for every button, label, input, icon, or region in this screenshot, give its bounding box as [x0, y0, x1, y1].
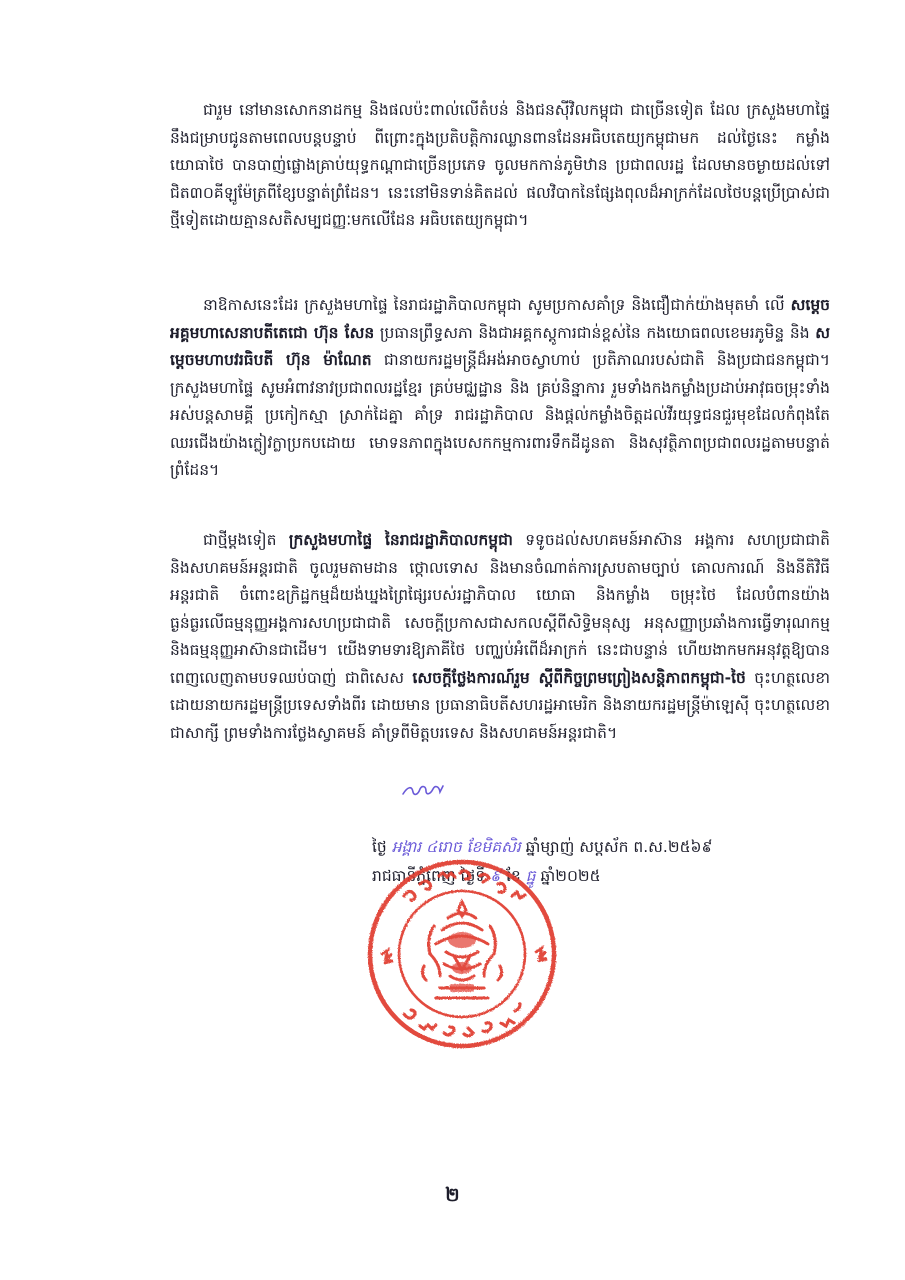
solar-date-mid: ខែ [501, 867, 526, 885]
paragraph-impact-summary: ជារួម នៅមានសោកនាដកម្ម និងផលប៉ះពាល់លើតំបន់ និងជនស៊ីវិលកម្ពុជា ជាច្រើនទៀត ដែល ក្រសួងមហាផ្ទៃ នឹងជម្រាបជូនតាមពេលបន្តបន្ទាប់ ពីព្រោះក្នុងប្រតិបត្តិការឈ្លានពានដែនអធិបតេយ្យកម្ពុជាមក ដល់ថ្ងៃនេះ កម្លាំងយោធាថៃ បានបាញ់ផ្លោងគ្រាប់យុទ្ធកណ្ដាជាច្រើនប្រភេទ ចូលមកកាន់ភូមិឋាន ប្រជាពលរដ្ឋ ដែលមានចម្ងាយដល់ទៅជិត៣០គីឡូម៉ែត្រពីខ្សែបន្ទាត់ព្រំដែន។ នេះនៅមិនទាន់គិតដល់ ផលវិបាកនៃផ្សែងពុលដ៏អាក្រក់ដែលថៃបន្តប្រើប្រាស់ជាថ្មីទៀតដោយគ្មានសតិសម្បជញ្ញៈមកលើដែន អធិបតេយ្យកម្ពុជា។ [170, 101, 830, 229]
paragraph-international-appeal [170, 527, 830, 747]
p3-joint-statement: សេចក្តីថ្លែងការណ៍រួម ស្តីពីកិច្ចព្រមព្រៀងសន្តិភាពកម្ពុជា-ថៃ [412, 668, 746, 687]
solar-date-prefix: រាជធានីភ្នំពេញ ថ្ងៃទី [372, 867, 491, 885]
p3-text-a: ជាថ្មីម្តងទៀត [203, 531, 289, 549]
p2-text-e: ជានាយករដ្ឋមន្ត្រីដ៏អង់អាចស្វាហាប់ ប្រតិភាណរបស់ជាតិ និងប្រជាជនកម្ពុជា។ ក្រសួងមហាផ្ទៃ សូមអំពាវនាវប្រជាពលរដ្ឋខ្មែរ គ្រប់មជ្ឈដ្ឋាន និង គ្រប់និន្នាការ រួមទាំងកងកម្លាំងប្រដាប់អាវុធចម្រុះទាំងអស់បន្តសាមគ្គី ប្រកៀកស្មា ស្រាក់ដៃគ្នា គាំទ្រ រាជរដ្ឋាភិបាល និងផ្តល់កម្លាំងចិត្តដល់វីរយុទ្ធជនជួរមុខដែលកំពុងតែឈរជើងយ៉ាងក្លៀវក្លាប្រកបដោយ មោទនភាពក្នុងបេសកកម្មការពារទឹកដីដូនតា និងសុវត្ថិភាពប្រជាពលរដ្ឋតាមបន្ទាត់ព្រំដែន។ [170, 351, 830, 479]
solar-date-day: ៩ [490, 867, 502, 885]
p3-text-c: ទទូចដល់សហគមន៍អាស៊ាន អង្គការ សហប្រជាជាតិ និងសហគមន៍អន្តរជាតិ ចូលរួមតាមដាន ថ្កោលទោស និងមានចំណាត់ការស្របតាមច្បាប់ គោលការណ៍ និងនីតិវិធីអន្តរជាតិ ចំពោះឧក្រិដ្ឋកម្មដ៏យង់ឃ្នងព្រៃផ្សៃរបស់រដ្ឋាភិបាល យោធា និងកម្លាំង ចម្រុះថៃ ដែលបំពានយ៉ាងធ្ងន់ធ្ងរលើធម្មនុញ្ញអង្គការសហប្រជាជាតិ សេចក្តីប្រកាសជាសកលស្តីពីសិទ្ធិមនុស្ស អនុសញ្ញាប្រឆាំងការធ្វើទារុណកម្ម និងធម្មនុញ្ញអាស៊ានជាដើម។ យើងទាមទារឱ្យភាគីថៃ បញ្ឈប់អំពើដ៏អាក្រក់ នេះជាបន្ទាន់ ហើយងាកមកអនុវត្តឱ្យបានពេញលេញតាមបទឈប់បាញ់ ជាពិសេស [170, 531, 830, 687]
p2-text-c: ប្រធានព្រឹទ្ធសភា និងជាអគ្គកស្ដូការជាន់ខ្ពស់នៃ កងយោធពលខេមរភូមិន្ទ និង [374, 323, 816, 342]
solar-date-month: ធ្នូ [525, 867, 536, 885]
lunar-date-prefix: ថ្ងៃ [372, 838, 392, 856]
lunar-date-suffix: ឆ្នាំម្សាញ់ សប្តស័ក ព.ស.២៥៦៩ [520, 838, 713, 856]
p3-text-e: ចុះហត្ថលេខាដោយនាយករដ្ឋមន្ត្រីប្រទេសទាំងពីរ ដោយមាន ប្រធានាធិបតីសហរដ្ឋអាមេរិក និងនាយករដ្ឋមន្ត្រីម៉ាឡេស៊ី ចុះហត្ថលេខាជាសាក្សី ព្រមទាំងការថ្លែងស្វាគមន៍ គាំទ្រពីមិត្តបរទេស និងសហគមន៍អន្តរជាតិ។ [170, 668, 830, 742]
p2-name-hun-sen: សម្តេចអគ្គមហាសេនាបតីតេជោ ហ៊ុន សែន [170, 296, 830, 342]
lunar-date-handwritten: អង្គារ ៤រោច ខែមិគសិរ [391, 838, 521, 856]
p2-text-a: នាឱកាសនេះដែរ ក្រសួងមហាផ្ទៃ នៃរាជរដ្ឋាភិបាលកម្ពុជា សូមប្រកាសគាំទ្រ និងជឿជាក់យ៉ាងមុតមាំ លើ [203, 296, 791, 314]
handwritten-initials [400, 780, 446, 800]
p2-name-hun-manet: សម្តេចមហាបវរធិបតី ហ៊ុន ម៉ាណែត [170, 323, 830, 369]
p3-ministry-name: ក្រសួងមហាផ្ទៃ នៃរាជរដ្ឋាភិបាលកម្ពុជា [288, 531, 513, 549]
page-number: ២ [445, 1184, 460, 1206]
solar-date-year: ឆ្នាំ២០២៥ [535, 867, 601, 885]
paragraph-support-declaration [170, 292, 830, 485]
official-seal-stamp [364, 856, 560, 1052]
